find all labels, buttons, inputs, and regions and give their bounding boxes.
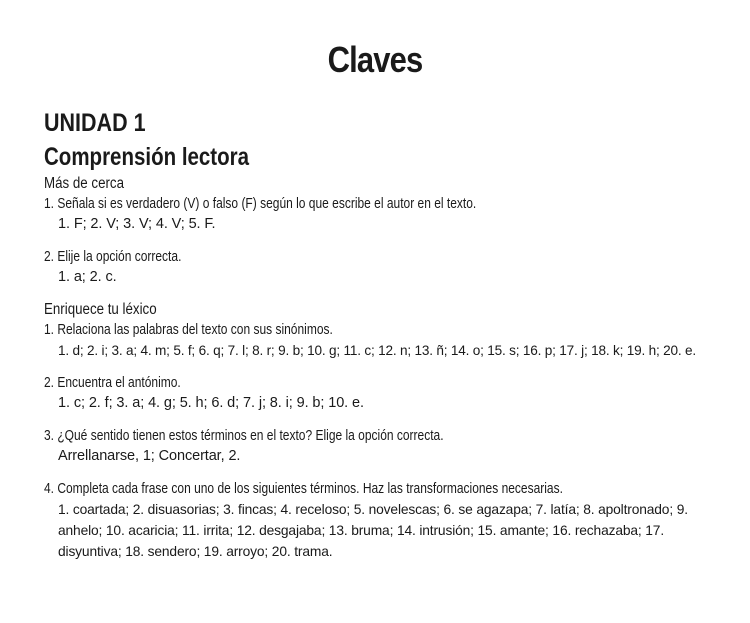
exercise-answer: Arrellanarse, 1; Concertar, 2. bbox=[58, 448, 241, 464]
exercise-item bbox=[44, 479, 724, 562]
group-mas-de-cerca bbox=[44, 174, 724, 288]
exercise-item bbox=[44, 194, 724, 235]
exercise-question: 3. ¿Qué sentido tienen estos términos en el texto? Elige la opción correcta. bbox=[44, 427, 444, 444]
exercise-item bbox=[44, 320, 724, 361]
exercise-question: 1. Relaciona las palabras del texto con sus sinónimos. bbox=[44, 321, 333, 338]
subsection-heading: Más de cerca bbox=[44, 175, 125, 192]
unit-heading: UNIDAD 1 bbox=[44, 109, 146, 137]
section-heading: Comprensión lectora bbox=[44, 143, 250, 171]
exercise-answer: 1. d; 2. i; 3. a; 4. m; 5. f; 6. q; 7. l; 8. r; 9. b; 10. g; 11. c; 12. n; 13. ñ; 14. o; 15. s; 16. p; 17. j; 18. k; 19. h; 20. e. bbox=[58, 343, 696, 358]
group-enriquece-tu-lexico bbox=[44, 300, 724, 562]
exercise-question: 2. Elije la opción correcta. bbox=[44, 248, 182, 265]
content bbox=[44, 108, 724, 562]
exercise-item bbox=[44, 373, 724, 414]
exercise-item bbox=[44, 247, 724, 288]
exercise-question: 2. Encuentra el antónimo. bbox=[44, 374, 181, 391]
exercise-answer: 1. F; 2. V; 3. V; 4. V; 5. F. bbox=[58, 216, 216, 232]
exercise-question: 4. Completa cada frase con uno de los siguientes términos. Haz las transformaciones necesarias. bbox=[44, 480, 563, 497]
exercise-answer: 1. a; 2. c. bbox=[58, 269, 117, 285]
page-title: Claves bbox=[327, 39, 423, 80]
subsection-heading: Enriquece tu léxico bbox=[44, 301, 157, 318]
exercise-item bbox=[44, 426, 724, 467]
exercise-answer: 1. coartada; 2. disuasorias; 3. fincas; 4. receloso; 5. novelescas; 6. se agazapa; 7. latía; 8. apoltronado; 9. anhelo; 10. acaricia; 11. irrita; 12. desgajaba; 13. bruma; 14. intrusión; 15. amante; 16. rechazaba; 17. disyuntiva; 18. sendero; 19. arroyo; 20. trama. bbox=[58, 502, 688, 559]
exercise-question: 1. Señala si es verdadero (V) o falso (F) según lo que escribe el autor en el texto. bbox=[44, 195, 477, 212]
exercise-answer: 1. c; 2. f; 3. a; 4. g; 5. h; 6. d; 7. j; 8. i; 9. b; 10. e. bbox=[58, 395, 364, 411]
